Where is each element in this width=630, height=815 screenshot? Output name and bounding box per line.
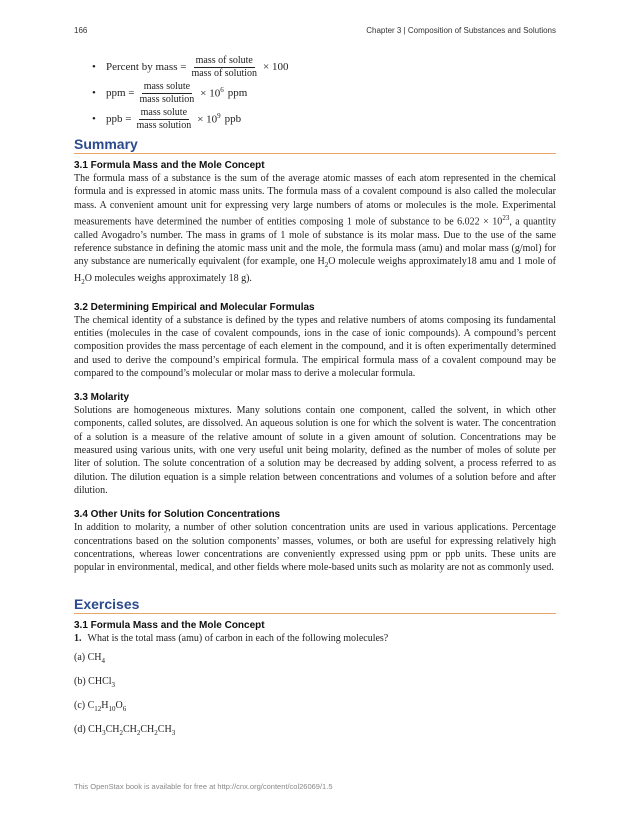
formula-unit: ppb [224, 113, 242, 125]
section-heading: 3.4 Other Units for Solution Concentrations [74, 509, 281, 521]
question-text: What is the total mass (amu) of carbon in each of the following molecules? [87, 633, 389, 645]
summary-section-3-4 [74, 509, 556, 574]
summary-section-3-1 [74, 160, 556, 290]
section-paragraph: Solutions are homogeneous mixtures. Many solutions contain one component, called the solvent, in which other components, called solutes, are dissolved. An aqueous solution is one for which the solvent is water. The concentration of a solution is a measure of the relative amount of solute in a given amount of solution. Concentrations may be measured using various units, with one very useful unit being molarity, defined as the number of moles of solute per liter of solution. The solute concentration of a solution may be decreased by adding solvent, a process referred to as dilution. The dilution equation is a simple relation between concentrations and volumes of a solution before and after dilution. [74, 405, 556, 496]
bullet-icon: • [92, 61, 96, 73]
page-footer: This OpenStax book is available for free at http://cnx.org/content/col26069/1.5 [74, 782, 333, 791]
fraction-denominator: mass solution [136, 119, 192, 131]
summary-heading: Summary [74, 136, 556, 154]
fraction-denominator: mass of solution [191, 67, 257, 79]
question-number: 1. [74, 633, 82, 645]
section-heading: 3.3 Molarity [74, 392, 130, 404]
fraction [134, 108, 193, 131]
formula-multiplier: × $10^6$ [200, 86, 224, 100]
summary-section-3-3 [74, 392, 556, 497]
section-paragraph: The formula mass of a substance is the sum of the average atomic masses of each atom represented in the chemical formula and is expressed in atomic mass units. The formula mass of a covalent compound is also called the molecular mass. A convenient amount unit for expressing very large numbers of atoms or molecules is the mole. Experimental measurements have determined the number of entities composing 1 mole of substance to be $6.022 \times 10^{23}$, a quantity called Avogadro’s number. The mass in grams of 1 mole of substance is its molar mass. Due to the use of the same reference substance in defining the atomic mass unit and the mole, the formula mass (amu) and molar mass (g/mol) for any substance are numerically equivalent (for example, one $H_2O$ molecule weighs approximately18 amu and 1 mole of $H_2O$ molecules weighs approximately 18 g). [74, 173, 557, 287]
answer-option-d: (d) $CH_3CH_2CH_2CH_2CH_3$ [74, 724, 176, 738]
formula-multiplier: × 100 [263, 61, 289, 73]
formula-multiplier: × $10^9$ [197, 112, 221, 126]
fraction [189, 56, 259, 79]
formula-list [92, 56, 512, 134]
fraction-numerator: mass of solute [195, 54, 253, 66]
bullet-icon: • [92, 113, 96, 125]
main-content [74, 136, 556, 747]
exercises-heading: Exercises [74, 596, 556, 614]
answer-option-a: (a) $CH_4$ [74, 652, 106, 666]
answer-option-c: (c) $C_{12}H_{10}O_6$ [74, 700, 127, 714]
fraction [138, 82, 197, 105]
running-header: Chapter 3 | Composition of Substances and Solutions [366, 26, 556, 35]
summary-section-3-2 [74, 302, 556, 380]
formula-percent-by-mass [92, 56, 512, 78]
formula-unit: ppm [227, 87, 248, 99]
fraction-numerator: mass solute [143, 80, 191, 92]
fraction-numerator: mass solute [140, 106, 188, 118]
question [74, 632, 556, 645]
section-paragraph: In addition to molarity, a number of other solution concentration units are used in various applications. Percentage concentrations based on the solution components’ masses, volumes, or both are useful for expressing relatively high concentrations, whereas lower concentrations are conveniently expressed using ppm or ppb units. These units are popular in environmental, medical, and other fields where mole-based units such as molarity are not as commonly used. [74, 522, 556, 574]
exercises-section [74, 596, 556, 740]
answer-option-b: (b) CHCl$_3$ [74, 676, 116, 690]
section-heading: 3.2 Determining Empirical and Molecular Formulas [74, 301, 315, 313]
formula-ppb [92, 108, 512, 130]
formula-lhs: Percent by mass = [106, 61, 187, 73]
section-paragraph: The chemical identity of a substance is defined by the types and relative numbers of atoms composing its fundamental entities (molecules in the case of covalent compounds, ions in the case of ionic compounds). A compound’s percent composition provides the mass percentage of each element in the compound, and it is often experimentally determined and used to derive the compound’s empirical formula. The empirical formula mass of a covalent compound may be compared to the compound’s molecular or molar mass to derive a molecular formula. [74, 314, 556, 379]
page-number: 166 [74, 26, 88, 35]
formula-lhs: ppb = [106, 113, 132, 125]
bullet-icon: • [92, 87, 96, 99]
formula-lhs: ppm = [106, 87, 135, 99]
formula-ppm [92, 82, 512, 104]
section-heading: 3.1 Formula Mass and the Mole Concept [74, 620, 265, 632]
fraction-denominator: mass solution [139, 93, 195, 105]
section-heading: 3.1 Formula Mass and the Mole Concept [74, 160, 265, 171]
